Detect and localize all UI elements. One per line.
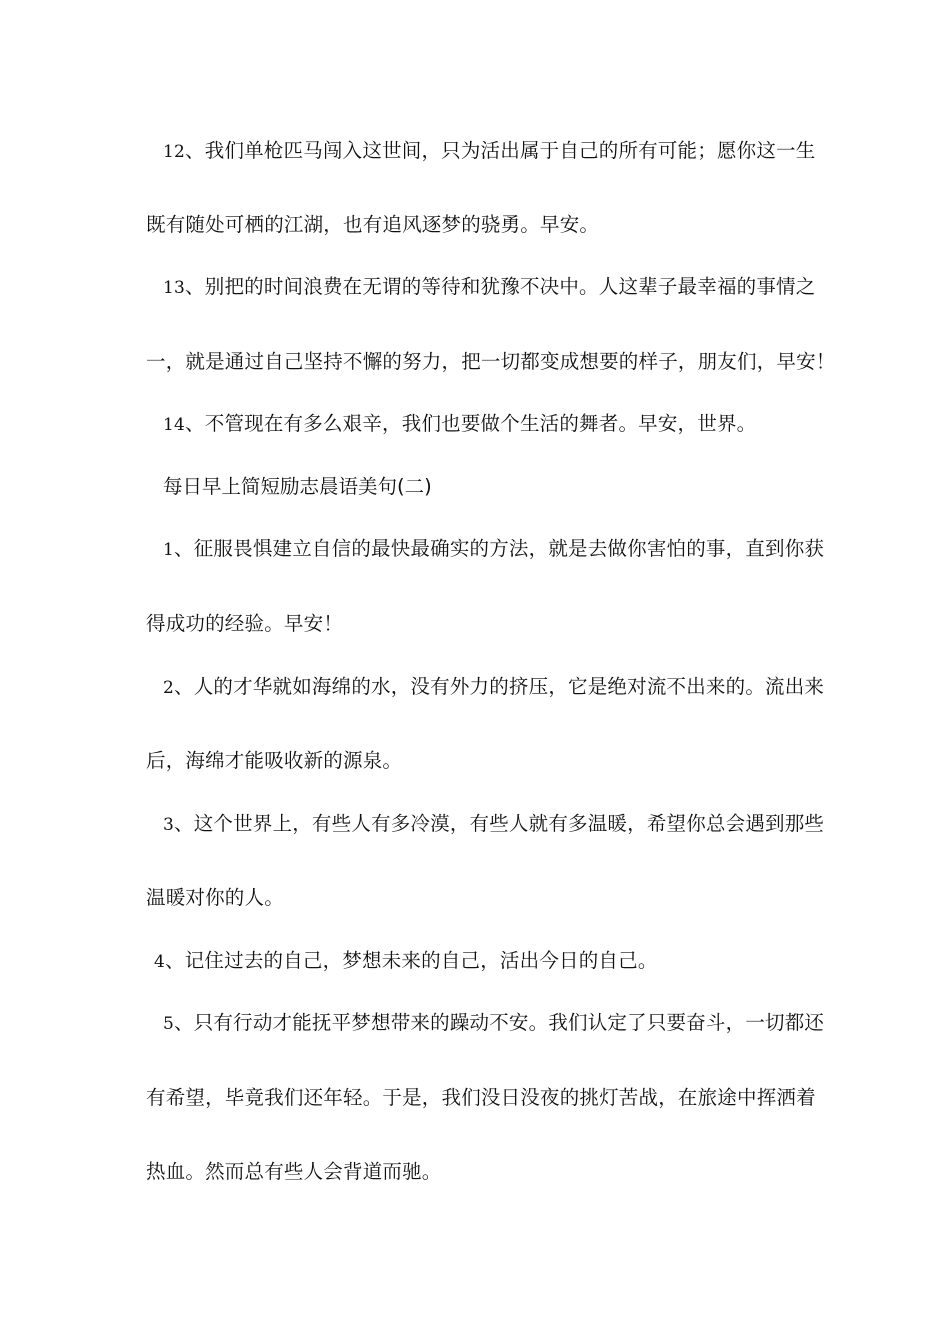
item-number: 12: [163, 142, 186, 162]
paragraph-4-line-1: [154, 947, 824, 976]
paragraph-13-line-2: 一，就是通过自己坚持不懈的努力，把一切都变成想要的样子，朋友们，早安！: [146, 350, 836, 373]
paragraph-text: 人的才华就如海绵的水，没有外力的挤压，它是绝对流不出来的。流出来: [193, 675, 825, 698]
paragraph-1-line-1: [163, 535, 833, 564]
section-heading: 每日早上简短励志晨语美句(二): [163, 475, 432, 498]
paragraph-3-line-2: 温暖对你的人。: [146, 886, 284, 909]
paragraph-14-line-1: [163, 410, 833, 439]
item-separator: 、: [185, 139, 205, 162]
item-number: 2: [163, 678, 175, 698]
paragraph-13-line-1: [163, 273, 833, 302]
item-number: 5: [163, 1014, 175, 1034]
paragraph-text: 我们单枪匹马闯入这世间，只为活出属于自己的所有可能；愿你这一生: [204, 139, 816, 162]
paragraph-12-line-2: 既有随处可栖的江湖，也有追风逐梦的骁勇。早安。: [146, 213, 600, 236]
paragraph-text: 别把的时间浪费在无谓的等待和犹豫不决中。人这辈子最幸福的事情之: [204, 275, 816, 298]
paragraph-2-line-2: 后，海绵才能吸收新的源泉。: [146, 749, 403, 772]
paragraph-3-line-1: [163, 810, 833, 839]
paragraph-12-line-1: [163, 137, 833, 166]
paragraph-text: 记住过去的自己，梦想未来的自己，活出今日的自己。: [184, 949, 658, 972]
paragraph-2-line-1: [163, 673, 833, 702]
item-separator: 、: [185, 412, 205, 435]
paragraph-text: 征服畏惧建立自信的最快最确实的方法，就是去做你害怕的事，直到你获: [193, 537, 825, 560]
paragraph-5-line-2: 有希望，毕竟我们还年轻。于是，我们没日没夜的挑灯苦战，在旅途中挥洒着: [146, 1086, 816, 1109]
item-separator: 、: [174, 1011, 194, 1034]
item-number: 14: [163, 415, 186, 435]
item-separator: 、: [174, 812, 194, 835]
paragraph-text: 这个世界上，有些人有多冷漠，有些人就有多温暖，希望你总会遇到那些: [193, 812, 825, 835]
item-separator: 、: [174, 537, 194, 560]
paragraph-5-line-3: 热血。然而总有些人会背道而驰。: [146, 1160, 442, 1183]
item-separator: 、: [174, 675, 194, 698]
item-separator: 、: [165, 949, 185, 972]
item-number: 1: [163, 540, 175, 560]
item-number: 13: [163, 278, 186, 298]
paragraph-text: 不管现在有多么艰辛，我们也要做个生活的舞者。早安，世界。: [204, 412, 757, 435]
item-separator: 、: [185, 275, 205, 298]
item-number: 3: [163, 815, 175, 835]
paragraph-1-line-2: 得成功的经验。早安！: [146, 612, 344, 635]
item-number: 4: [154, 952, 166, 972]
paragraph-text: 只有行动才能抚平梦想带来的躁动不安。我们认定了只要奋斗，一切都还: [193, 1011, 825, 1034]
paragraph-5-line-1: [163, 1009, 833, 1038]
